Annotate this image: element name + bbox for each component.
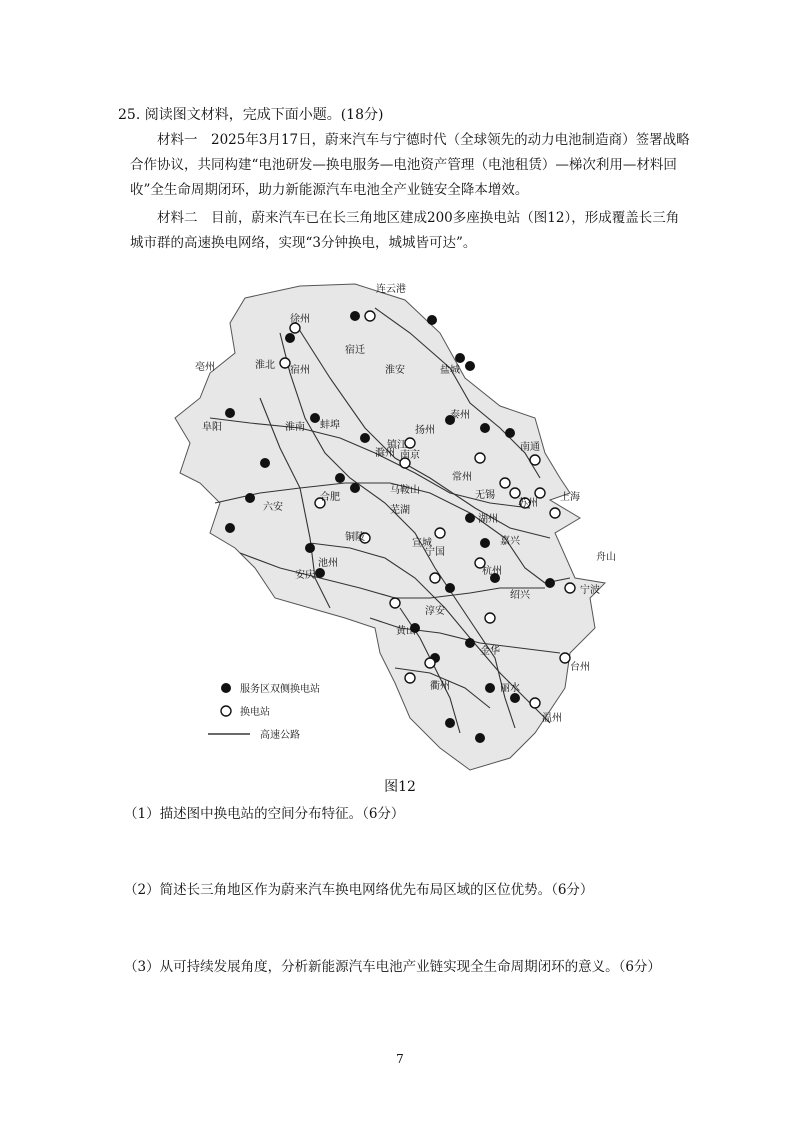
city-label: 温州 (542, 713, 562, 724)
station-service (305, 543, 315, 553)
subquestion-3: （3）从可持续发展角度，分析新能源汽车电池产业链实现全生命周期闭环的意义。（6分） (124, 959, 661, 975)
city-label: 安庆 (295, 570, 315, 581)
station-service (225, 408, 235, 418)
city-label: 淳安 (425, 606, 445, 617)
station-service (480, 538, 490, 548)
station-swap (550, 508, 560, 518)
legend-swap-icon (221, 706, 231, 716)
station-service (465, 638, 475, 648)
city-label: 苏州 (518, 498, 538, 509)
region-outline (175, 284, 605, 770)
station-swap (435, 528, 445, 538)
question-title: 25. 阅读图文材料，完成下面小题。(18分) (118, 107, 384, 123)
city-label: 衢州 (430, 681, 450, 692)
station-swap (565, 583, 575, 593)
city-label: 池州 (318, 558, 338, 569)
station-swap (560, 653, 570, 663)
station-service (505, 428, 515, 438)
city-label: 淮安 (385, 365, 405, 376)
legend-service-label: 服务区双侧换电站 (240, 684, 320, 695)
station-service (285, 333, 295, 343)
station-service (350, 311, 360, 321)
city-label: 芜湖 (390, 505, 410, 516)
city-label: 泰州 (450, 410, 470, 421)
city-label: 阜阳 (202, 422, 222, 433)
city-label: 马鞍山 (390, 485, 420, 496)
city-label: 宁波 (580, 585, 600, 596)
city-label: 嘉兴 (500, 536, 520, 547)
city-label: 宣城 (412, 538, 432, 549)
material-one: 材料一 2025年3月17日，蔚来汽车与宁德时代（全球领先的动力电池制造商）签署战略合作协议，共同构建“电池研发—换电服务—电池资产管理（电池租赁）—梯次利用—材料回收”全生命周期闭环，助力新能源汽车电池全产业链安全降本增效。 (130, 132, 690, 198)
city-label: 亳州 (195, 362, 215, 373)
city-label: 淮北 (255, 360, 275, 371)
city-label: 滁州 (375, 448, 395, 459)
city-label: 南京 (400, 450, 420, 461)
station-swap (390, 598, 400, 608)
legend-highway-label: 高速公路 (260, 730, 300, 741)
legend-swap-label: 换电站 (240, 707, 270, 718)
station-swap (530, 698, 540, 708)
city-label: 常州 (452, 472, 472, 483)
station-service (510, 693, 520, 703)
city-label: 南通 (520, 442, 540, 453)
station-service (260, 458, 270, 468)
station-service (445, 718, 455, 728)
station-swap (510, 488, 520, 498)
city-label: 杭州 (482, 566, 502, 577)
station-service (465, 361, 475, 371)
city-label: 蚌埠 (320, 420, 340, 431)
city-label: 台州 (570, 662, 590, 673)
page-number: 7 (396, 1052, 404, 1066)
station-swap (530, 455, 540, 465)
city-label: 铜陵 (345, 532, 365, 543)
station-service (455, 353, 465, 363)
station-service (475, 733, 485, 743)
station-swap (500, 478, 510, 488)
yangtze-delta-swap-station-map (150, 278, 620, 773)
station-service (545, 578, 555, 588)
subquestion-2: （2）简述长三角地区作为蔚来汽车换电网络优先布局区域的区位优势。（6分） (124, 882, 594, 898)
city-label: 淮南 (285, 422, 305, 433)
city-label: 金华 (480, 646, 500, 657)
city-label: 湖州 (478, 514, 498, 525)
station-swap (430, 573, 440, 583)
station-swap (365, 311, 375, 321)
station-service (350, 483, 360, 493)
city-label: 镇江 (387, 440, 407, 451)
city-label: 舟山 (596, 552, 616, 563)
station-service (310, 413, 320, 423)
station-service (315, 568, 325, 578)
station-swap (425, 658, 435, 668)
city-label: 徐州 (290, 314, 310, 325)
city-label: 宿迁 (345, 345, 365, 356)
city-label: 绍兴 (510, 590, 530, 601)
station-swap (405, 673, 415, 683)
station-service (485, 683, 495, 693)
city-label: 连云港 (376, 284, 406, 295)
city-label: 黄山 (396, 626, 416, 637)
figure-caption: 图12 (384, 779, 416, 795)
station-service (335, 473, 345, 483)
station-service (360, 433, 370, 443)
city-label: 合肥 (320, 492, 340, 503)
city-label: 宁国 (425, 547, 445, 558)
city-label: 扬州 (415, 425, 435, 436)
station-service (427, 315, 437, 325)
station-swap (485, 613, 495, 623)
map-legend (208, 682, 320, 741)
station-service (445, 583, 455, 593)
city-label: 宿州 (290, 365, 310, 376)
city-label: 盐城 (440, 365, 460, 376)
station-swap (535, 488, 545, 498)
legend-service-icon (221, 683, 231, 693)
station-swap (475, 453, 485, 463)
material-two: 材料二 目前，蔚来汽车已在长三角地区建成200多座换电站（图12），形成覆盖长三角城市群的高速换电网络，实现“3分钟换电，城城皆可达”。 (130, 210, 680, 251)
city-label: 无锡 (475, 490, 495, 501)
city-label: 上海 (560, 492, 580, 503)
station-service (465, 513, 475, 523)
station-service (245, 493, 255, 503)
station-service (480, 423, 490, 433)
station-service (225, 523, 235, 533)
subquestion-1: （1）描述图中换电站的空间分布特征。（6分） (124, 806, 405, 822)
city-label: 丽水 (500, 683, 520, 694)
station-swap (280, 358, 290, 368)
city-label: 六安 (263, 502, 283, 513)
